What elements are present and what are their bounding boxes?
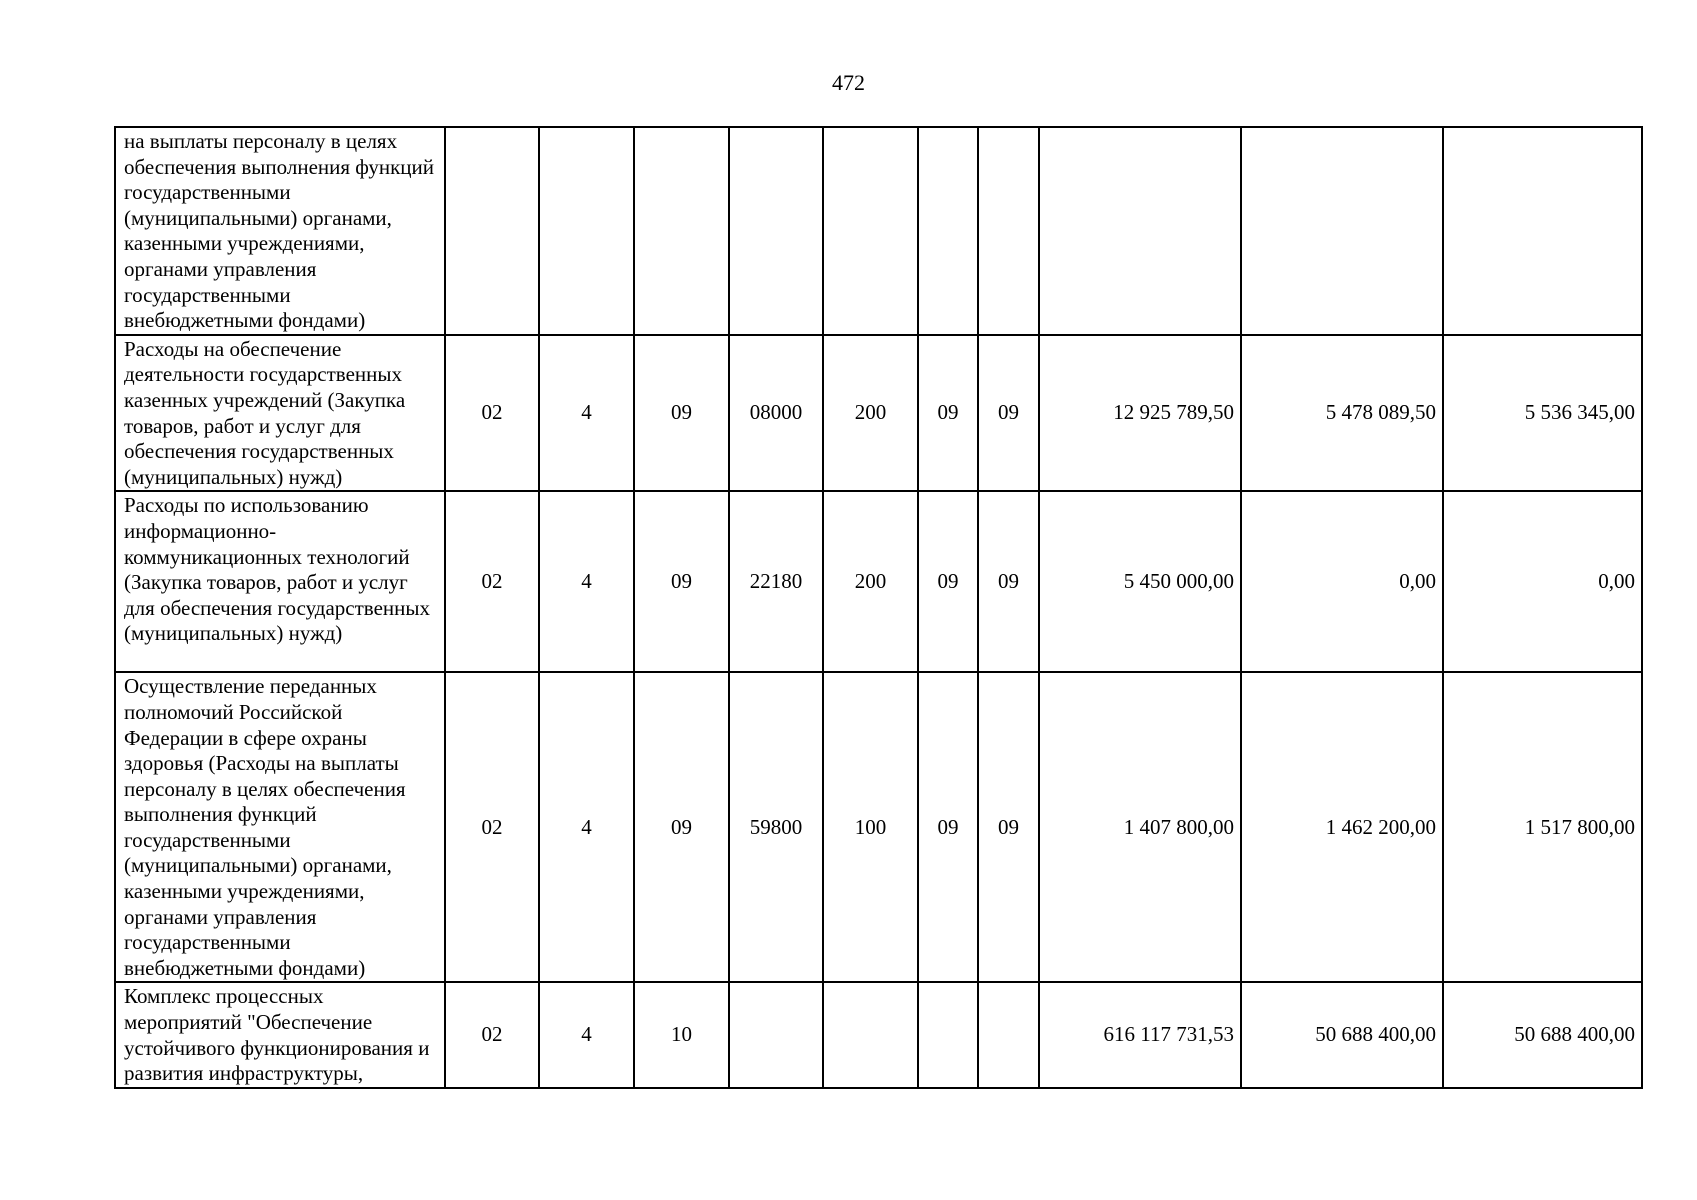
code-program — [445, 127, 539, 335]
amount-year-3: 0,00 — [1443, 491, 1642, 672]
code-expense-direction: 08000 — [729, 335, 823, 492]
row-description: Комплекс процессных мероприятий "Обеспечение устойчивого функционирования и развития инфраструктуры, — [115, 982, 445, 1087]
code-subsection: 09 — [978, 335, 1039, 492]
code-subprogram-type: 4 — [539, 982, 634, 1087]
amount-year-2: 0,00 — [1241, 491, 1443, 672]
amount-year-1: 12 925 789,50 — [1039, 335, 1241, 492]
row-description: Расходы по использованию информационно-коммуникационных технологий (Закупка товаров, работ и услуг для обеспечения государственных (муниципальных) нужд) — [115, 491, 445, 672]
code-structural-element: 09 — [634, 491, 729, 672]
code-expense-type — [823, 127, 918, 335]
amount-year-1: 616 117 731,53 — [1039, 982, 1241, 1087]
code-expense-type — [823, 982, 918, 1087]
code-structural-element: 09 — [634, 335, 729, 492]
code-program: 02 — [445, 982, 539, 1087]
row-description: Расходы на обеспечение деятельности государственных казенных учреждений (Закупка товаров, работ и услуг для обеспечения государственных (муниципальных) нужд) — [115, 335, 445, 492]
row-description: на выплаты персоналу в целях обеспечения выполнения функций государственными (муниципальными) органами, казенными учреждениями, органами управления государственными внебюджетными фондами) — [115, 127, 445, 335]
code-program: 02 — [445, 672, 539, 982]
table-row — [115, 127, 1642, 335]
code-expense-direction — [729, 982, 823, 1087]
code-program: 02 — [445, 335, 539, 492]
code-expense-direction: 22180 — [729, 491, 823, 672]
code-structural-element — [634, 127, 729, 335]
amount-year-1 — [1039, 127, 1241, 335]
code-subprogram-type: 4 — [539, 491, 634, 672]
amount-year-3: 5 536 345,00 — [1443, 335, 1642, 492]
budget-table — [114, 126, 1643, 1089]
amount-year-2 — [1241, 127, 1443, 335]
code-subsection — [978, 982, 1039, 1087]
code-expense-direction: 59800 — [729, 672, 823, 982]
page-number: 472 — [832, 70, 865, 95]
table-row — [115, 672, 1642, 982]
code-expense-type: 200 — [823, 335, 918, 492]
amount-year-2: 5 478 089,50 — [1241, 335, 1443, 492]
code-subprogram-type: 4 — [539, 335, 634, 492]
amount-year-2: 50 688 400,00 — [1241, 982, 1443, 1087]
amount-year-1: 5 450 000,00 — [1039, 491, 1241, 672]
code-section — [918, 982, 978, 1087]
amount-year-1: 1 407 800,00 — [1039, 672, 1241, 982]
code-program: 02 — [445, 491, 539, 672]
table-row — [115, 335, 1642, 492]
row-description: Осуществление переданных полномочий Российской Федерации в сфере охраны здоровья (Расходы на выплаты персоналу в целях обеспечения выполнения функций государственными (муниципальными) органами, казенными учреждениями, органами управления государственными внебюджетными фондами) — [115, 672, 445, 982]
code-subsection — [978, 127, 1039, 335]
code-subprogram-type — [539, 127, 634, 335]
code-subsection: 09 — [978, 491, 1039, 672]
code-section: 09 — [918, 672, 978, 982]
code-section: 09 — [918, 335, 978, 492]
code-section: 09 — [918, 491, 978, 672]
table-row — [115, 491, 1642, 672]
code-expense-type: 200 — [823, 491, 918, 672]
code-subsection: 09 — [978, 672, 1039, 982]
amount-year-3: 50 688 400,00 — [1443, 982, 1642, 1087]
code-expense-direction — [729, 127, 823, 335]
code-structural-element: 10 — [634, 982, 729, 1087]
code-structural-element: 09 — [634, 672, 729, 982]
amount-year-2: 1 462 200,00 — [1241, 672, 1443, 982]
table-row — [115, 982, 1642, 1087]
amount-year-3 — [1443, 127, 1642, 335]
code-section — [918, 127, 978, 335]
code-expense-type: 100 — [823, 672, 918, 982]
amount-year-3: 1 517 800,00 — [1443, 672, 1642, 982]
code-subprogram-type: 4 — [539, 672, 634, 982]
